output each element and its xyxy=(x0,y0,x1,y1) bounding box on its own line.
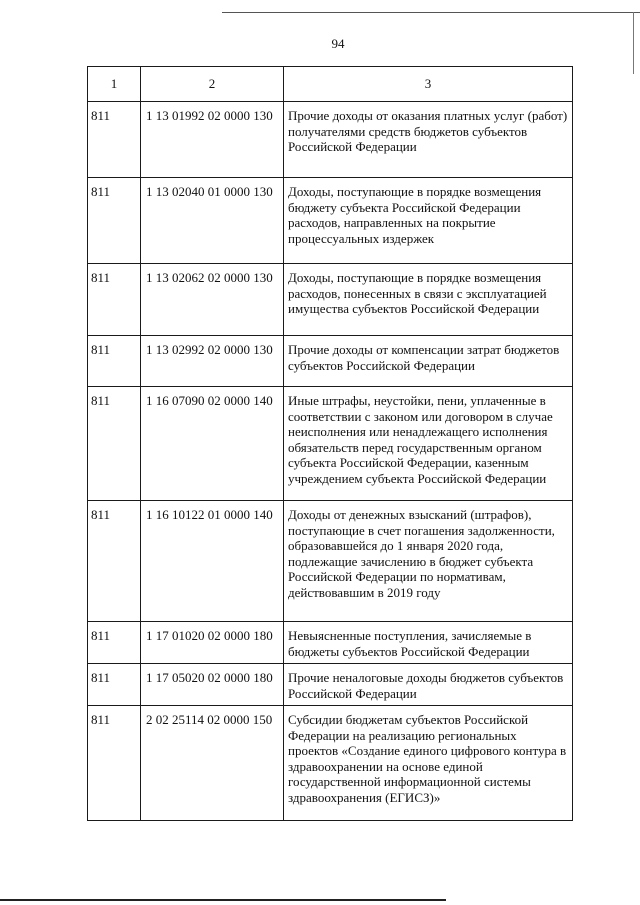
budget-code-cell: 1 17 01020 02 0000 180 xyxy=(141,622,284,664)
page-number: 94 xyxy=(331,36,345,51)
admin-code-cell: 811 xyxy=(88,622,141,664)
description-cell: Доходы от денежных взысканий (штрафов), поступающие в счет погашения задолженности, образовавшейся до 1 января 2020 года, подлежащие зачислению в бюджет субъекта Российской Федерации по нормативам, действовавшим в 2019 году xyxy=(284,501,573,622)
description-cell: Прочие доходы от оказания платных услуг (работ) получателями средств бюджетов субъектов Российской Федерации xyxy=(284,102,573,178)
description-cell: Прочие доходы от компенсации затрат бюджетов субъектов Российской Федерации xyxy=(284,336,573,387)
revenue-codes-table xyxy=(87,66,573,821)
description-cell: Субсидии бюджетам субъектов Российской Федерации на реализацию региональных проектов «Создание единого цифрового контура в здравоохранении на основе единой государственной информационной системы здравоохранения (ЕГИСЗ)» xyxy=(284,706,573,821)
header-col-3: 3 xyxy=(284,67,573,102)
header-col-1: 1 xyxy=(88,67,141,102)
header-col-2: 2 xyxy=(141,67,284,102)
description-cell: Невыясненные поступления, зачисляемые в бюджеты субъектов Российской Федерации xyxy=(284,622,573,664)
table-row xyxy=(88,178,573,264)
admin-code-cell: 811 xyxy=(88,178,141,264)
description-cell: Иные штрафы, неустойки, пени, уплаченные в соответствии с законом или договором в случае неисполнения или ненадлежащего исполнения обязательств перед государственным органом субъекта Российской Федерации, казенным учреждением субъекта Российской Федерации xyxy=(284,387,573,501)
description-cell: Доходы, поступающие в порядке возмещения расходов, понесенных в связи с эксплуатацией имущества субъектов Российской Федерации xyxy=(284,264,573,336)
table-row xyxy=(88,706,573,821)
table-row xyxy=(88,664,573,706)
table-row xyxy=(88,336,573,387)
table-row xyxy=(88,264,573,336)
admin-code-cell: 811 xyxy=(88,336,141,387)
table-row xyxy=(88,387,573,501)
budget-code-cell: 1 13 01992 02 0000 130 xyxy=(141,102,284,178)
admin-code-cell: 811 xyxy=(88,664,141,706)
table-row xyxy=(88,102,573,178)
description-cell: Доходы, поступающие в порядке возмещения бюджету субъекта Российской Федерации расходов, направленных на покрытие процессуальных издержек xyxy=(284,178,573,264)
budget-code-cell: 2 02 25114 02 0000 150 xyxy=(141,706,284,821)
admin-code-cell: 811 xyxy=(88,501,141,622)
top-scan-rule xyxy=(222,12,640,13)
budget-code-cell: 1 13 02062 02 0000 130 xyxy=(141,264,284,336)
bottom-scan-rule xyxy=(0,899,446,901)
budget-code-cell: 1 17 05020 02 0000 180 xyxy=(141,664,284,706)
admin-code-cell: 811 xyxy=(88,264,141,336)
admin-code-cell: 811 xyxy=(88,706,141,821)
budget-code-cell: 1 13 02040 01 0000 130 xyxy=(141,178,284,264)
budget-code-cell: 1 16 10122 01 0000 140 xyxy=(141,501,284,622)
budget-code-cell: 1 16 07090 02 0000 140 xyxy=(141,387,284,501)
table-row xyxy=(88,622,573,664)
admin-code-cell: 811 xyxy=(88,387,141,501)
table-row xyxy=(88,501,573,622)
admin-code-cell: 811 xyxy=(88,102,141,178)
table-header-row xyxy=(88,67,573,102)
budget-code-cell: 1 13 02992 02 0000 130 xyxy=(141,336,284,387)
description-cell: Прочие неналоговые доходы бюджетов субъектов Российской Федерации xyxy=(284,664,573,706)
